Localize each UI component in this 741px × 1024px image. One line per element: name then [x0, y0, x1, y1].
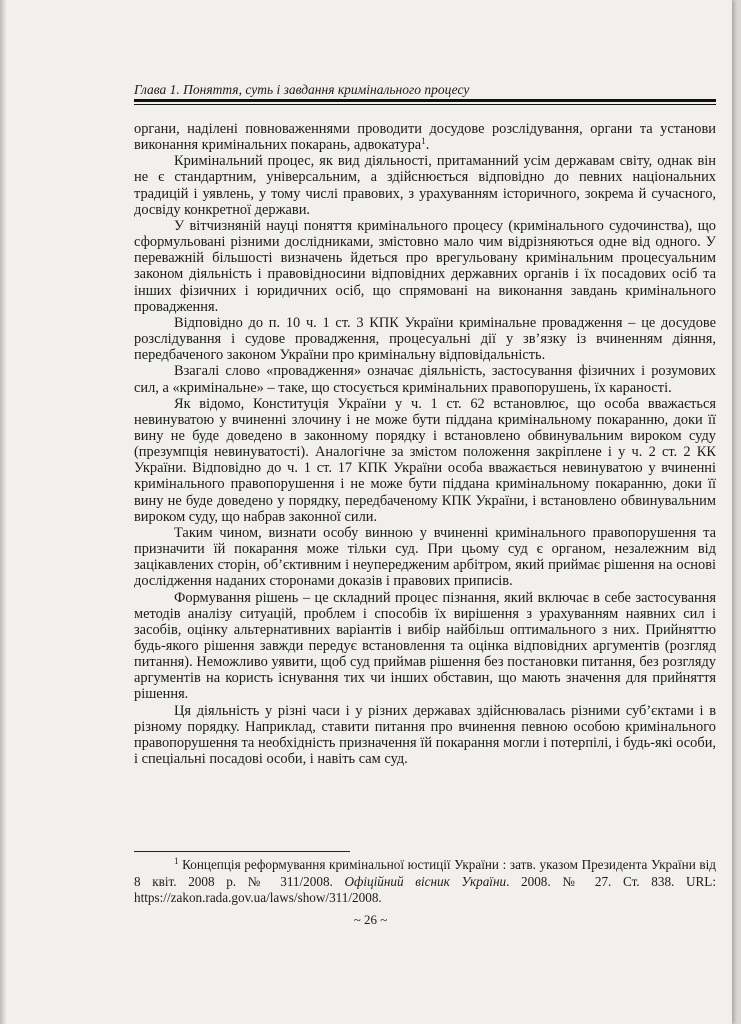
- footnote-source: Офіційний вісник України: [344, 873, 507, 889]
- footnote-separator: [134, 851, 350, 852]
- header-rule-thin: [134, 104, 716, 105]
- paragraph-2: Кримінальний процес, як вид діяльності, притаманний усім державам світу, однак він не є стандартним, універсальним, а здійснюється відповідно до певних національних традицій і уявлень, у тому числі правових, з урахуванням історичного, зокрема й сучасного, досвіду конкретної держави.: [134, 153, 716, 218]
- body-text: [134, 121, 716, 767]
- paragraph-9: Ця діяльність у різні часи і у різних державах здійснювалась різними суб’єктами і в різному порядку. Наприклад, ставити питання про вчинення певною особою кримінального правопорушення та необхідність призначення їй покарання могли і потерпілі, і будь-які особи, і спеціальні посадові особи, і навіть сам суд.: [134, 702, 716, 768]
- page-number: ~ 26 ~: [353, 912, 388, 927]
- paragraph-3: У вітчизняній науці поняття кримінального процесу (кримінального судочинства), що сформульовані різними дослідниками, змістовно мало чим відрізняються одне від одного. У переважній більшості визначень йдеться про врегульовану кримінальним процесуальним законом діяльність і правовідносини відповідних державних органів і їх посадових осіб та інших фізичних і юридичних осіб, що спрямовані на виконання завдань кримінального провадження.: [134, 217, 716, 315]
- paragraph-6: Як відомо, Конституція України у ч. 1 ст. 62 встановлює, що особа вважається невинуватою у вчиненні злочину і не може бути піддана кримінальному покаранню, доки її вину не буде доведено в законному порядку і встановлено обвинувальним вироком суду (презумпція невинуватості). Аналогічне за змістом положення закріплене і у ч. 2 ст. 2 КК України. Відповідно до ч. 1 ст. 17 КПК України особа вважається невинуватою у вчиненні кримінального правопорушення і не може бути піддана кримінальному покаранню, доки її вину не буде доведено у порядку, передбаченому КПК України, і встановлено обвинувальним вироком суду, що набрав законної сили.: [134, 395, 716, 525]
- paragraph-7: Таким чином, визнати особу винною у вчиненні кримінального правопорушення та призначити їй покарання може тільки суд. При цьому суд є органом, незалежним від зацікавлених сторін, об’єктивним і неупередженим арбітром, який приймає рішення на основі дослідження наданих сторонами доказів і правових приписів.: [134, 524, 716, 590]
- paragraph-4: Відповідно до п. 10 ч. 1 ст. 3 КПК України кримінальне провадження – це досудове розслідування і судове провадження, процесуальні дії у зв’язку із вчиненням діяння, передбаченого законом України про кримінальну відповідальність.: [134, 314, 716, 364]
- footnote-mark: 1: [174, 856, 179, 866]
- footnote-reference[interactable]: 1: [421, 136, 426, 147]
- paragraph-8: Формування рішень – це складний процес пізнання, який включає в себе застосування методів аналізу ситуацій, проблем і способів їх вирішення з урахуванням наявних сил і засобів, оцінку альтернативних варіантів і вибір найбільш оптимального з них. Прийняттю будь-якого рішення завжди передує встановлення та оцінка відповідних аргументів (розгляд питання). Неможливо уявити, щоб суд приймав рішення без постановки питання, без розгляду аргументів на користь існування тих чи інших обставин, що мають значення для прийняття рішення.: [134, 589, 716, 703]
- footnote: $^1$ Концепція реформування кримінальної юстиції України : затв. указом Президента України від 8 квіт. 2008 р. № 311/2008. Офіційний вісник України. 2008. № 27. Ст. 838. URL: https://zakon.rada.gov.ua/laws/show/311/2008.: [134, 856, 716, 905]
- header-rule-thick: [134, 99, 716, 102]
- paragraph-5: Взагалі слово «провадження» означає діяльність, застосування фізичних і розумових сил, а «кримінальне» – таке, що стосується кримінальних правопорушень, їх караності.: [134, 363, 716, 396]
- scan-edge-shadow: [0, 0, 6, 1024]
- paragraph-1: органи, наділені повноваженнями проводити досудове розслідування, органи та установи виконання кримінальних покарань, адвокатура$^1$.: [134, 121, 716, 154]
- running-header: Глава 1. Поняття, суть і завдання кримінального процесу: [134, 82, 470, 97]
